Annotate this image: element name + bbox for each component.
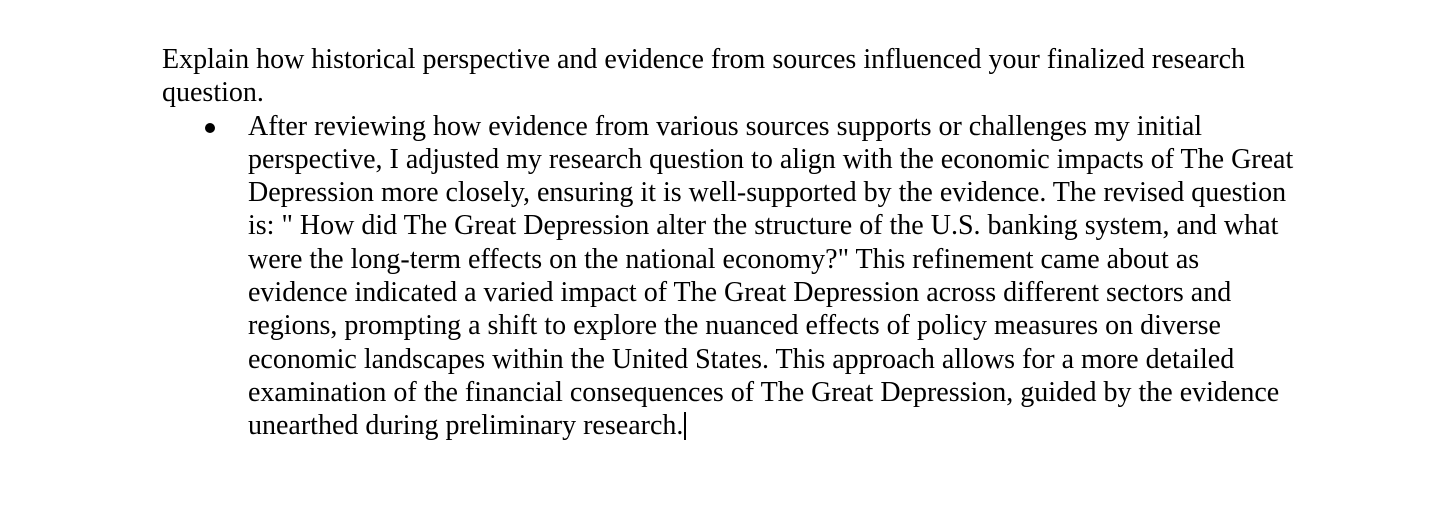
document-body[interactable]: [162, 43, 1302, 443]
answer-paragraph[interactable]: After reviewing how evidence from various sources supports or challenges my initial perspective, I adjusted my research question to align with the economic impacts of The Great Depression more closely, ensuring it is well-supported by the evidence. The revised question is: " How did The Great Depression alter the structure of the U.S. banking system, and what were the long-term effects on the national economy?" This refinement came about as evidence indicated a varied impact of The Great Depression across different sectors and regions, prompting a shift to explore the nuanced effects of policy measures on diverse economic landscapes within the United States. This approach allows for a more detailed examination of the financial consequences of The Great Depression, guided by the evidence unearthed during preliminary research.: [248, 110, 1294, 442]
bullet-icon: [205, 123, 215, 133]
question-paragraph[interactable]: Explain how historical perspective and evidence from sources influenced your finalized research question.: [162, 44, 1246, 109]
answer-bullet-list: [162, 110, 1302, 443]
text-cursor: [684, 412, 686, 440]
list-item[interactable]: [162, 110, 1302, 443]
